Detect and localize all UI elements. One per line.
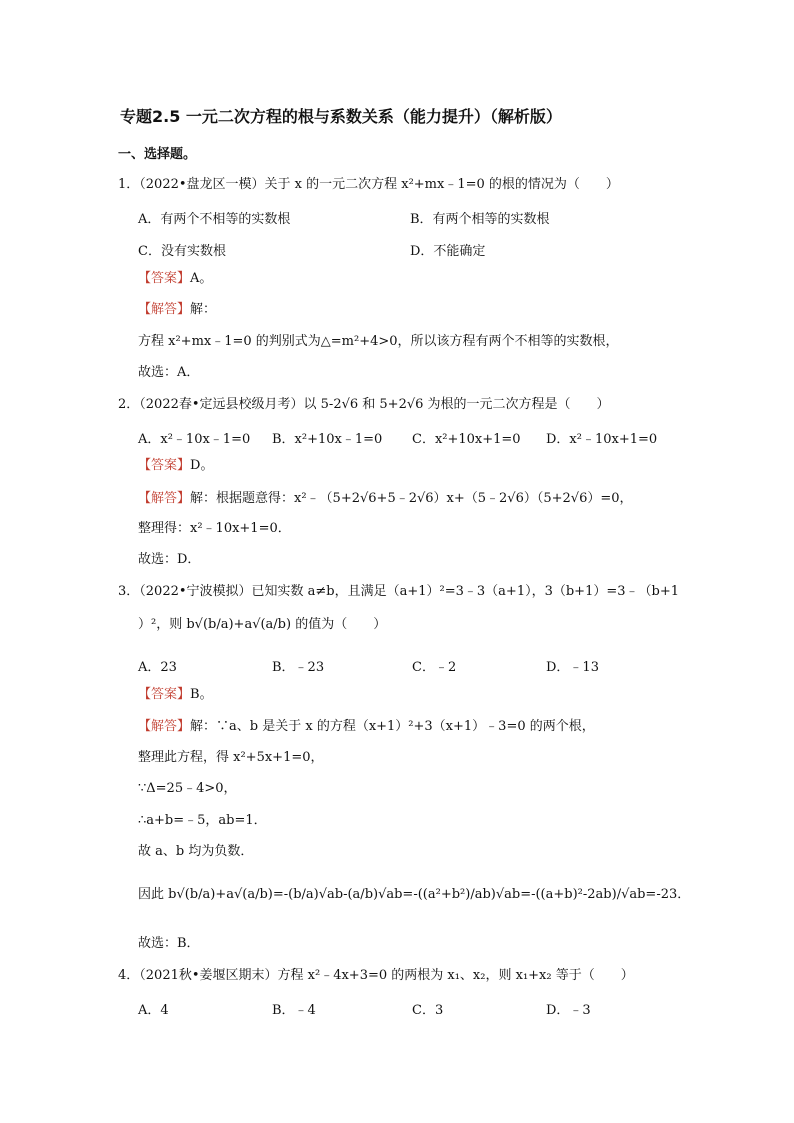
solution-text: 解：∵a、b 是关于 x 的方程（x+1）²+3（x+1）﹣3=0 的两个根， (190, 719, 595, 734)
answer-label: 【答案】 (138, 458, 191, 473)
q3-solution-line-5: 故 a、b 均为负数． (138, 844, 254, 859)
q4-option-c: C．3 (412, 1003, 444, 1018)
q3-option-d: D．﹣13 (546, 660, 599, 675)
q1-stem: 1．（2022•盘龙区一模）关于 x 的一元二次方程 x²+mx﹣1=0 的根的情况为（ ） (118, 177, 619, 192)
q2-option-b: B．x²+10x﹣1=0 (272, 432, 383, 447)
q1-option-c: C．没有实数根 (138, 244, 226, 259)
q3-solution-line-4: ∴a+b=﹣5，ab=1． (138, 813, 267, 828)
q1-solution-head (138, 301, 216, 319)
q2-answer (138, 457, 213, 475)
q3-option-a: A．23 (138, 660, 177, 675)
solution-label: 【解答】 (138, 302, 191, 317)
q2-option-c: C．x²+10x+1=0 (412, 432, 521, 447)
q1-option-d: D．不能确定 (410, 244, 486, 259)
q1-option-b: B．有两个相等的实数根 (410, 212, 550, 227)
q3-option-b: B．﹣23 (272, 660, 325, 675)
q2-solution-line-2: 整理得：x²﹣10x+1=0． (138, 521, 291, 536)
answer-label: 【答案】 (138, 271, 191, 286)
answer-label: 【答案】 (138, 687, 191, 702)
q2-solution-line-1 (138, 490, 633, 508)
q3-stem-line-1: 3．（2022•宁波模拟）已知实数 a≠b，且满足（a+1）²=3﹣3（a+1），3（b+1）=3﹣（b+1 (118, 584, 679, 599)
q1-option-a: A．有两个不相等的实数根 (138, 212, 291, 227)
q2-option-d: D．x²﹣10x+1=0 (546, 432, 658, 447)
solution-label: 【解答】 (138, 491, 191, 506)
q2-option-a: A．x²﹣10x﹣1=0 (138, 432, 251, 447)
q3-solution-line-3: ∵Δ=25﹣4>0， (138, 781, 237, 796)
solution-text: 解：根据题意得：x²﹣（5+2√6+5﹣2√6）x+（5﹣2√6）（5+2√6）=0， (190, 491, 633, 506)
q3-solution-line-1 (138, 718, 595, 736)
answer-value: A。 (190, 271, 213, 286)
solution-head: 解： (190, 302, 217, 317)
q2-stem: 2．（2022春•定远县校级月考）以 5-2√6 和 5+2√6 为根的一元二次方程是（ ） (118, 397, 610, 412)
q3-solution-line-2: 整理此方程，得 x²+5x+1=0， (138, 750, 324, 765)
q2-choose: 故选：D． (138, 552, 201, 567)
q4-option-b: B．﹣4 (272, 1003, 316, 1018)
q4-option-a: A．4 (138, 1003, 169, 1018)
q3-solution-line-6: 因此 b√(b/a)+a√(a/b)=-(b/a)√ab-(a/b)√ab=-((a²+b²)/ab)√ab=-((a+b)²-2ab)/√ab=-23． (138, 887, 691, 902)
answer-value: B。 (190, 687, 213, 702)
q4-stem: 4．（2021秋•姜堰区期末）方程 x²﹣4x+3=0 的两根为 x₁、x₂，则 x₁+x₂ 等于（ ） (118, 968, 634, 983)
q3-choose: 故选：B． (138, 936, 200, 951)
q4-option-d: D．﹣3 (546, 1003, 591, 1018)
q1-choose: 故选：A． (138, 365, 200, 380)
q1-answer (138, 270, 212, 288)
q3-answer (138, 686, 213, 704)
q3-stem-line-2: ）²，则 b√(b/a)+a√(a/b) 的值为（ ） (138, 617, 387, 632)
solution-label: 【解答】 (138, 719, 191, 734)
q1-solution-line-1: 方程 x²+mx﹣1=0 的判别式为△=m²+4>0，所以该方程有两个不相等的实数根， (138, 334, 619, 349)
q3-option-c: C．﹣2 (412, 660, 457, 675)
page-title: 专题2.5 一元二次方程的根与系数关系（能力提升）（解析版） (120, 107, 562, 126)
section-heading: 一、选择题。 (118, 147, 197, 162)
answer-value: D。 (190, 458, 214, 473)
